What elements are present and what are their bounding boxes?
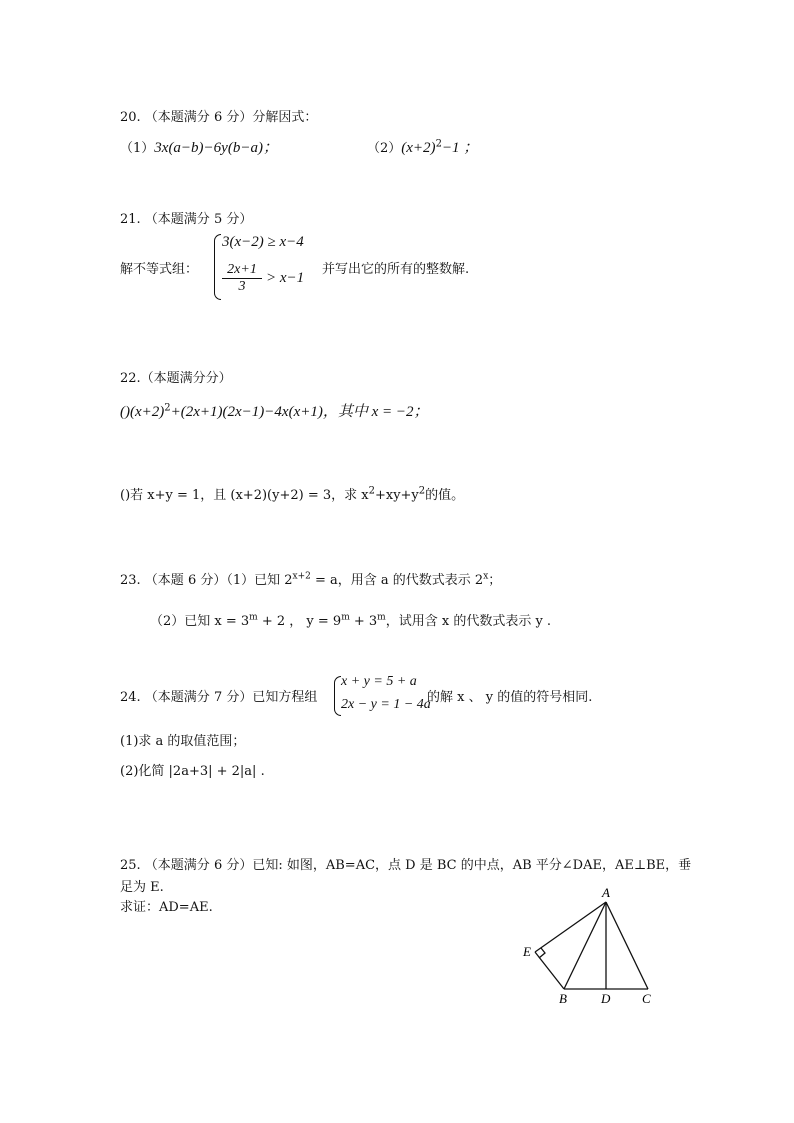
q23-part1-b: = a，用含 a 的代数式表示 2	[310, 573, 484, 588]
q24-suffix: 的解 x 、 y 的值的符号相同.	[427, 690, 593, 705]
q23-part1	[120, 569, 501, 588]
label-d: D	[601, 991, 611, 1006]
q20-header: 20. （本题满分 6 分）分解因式：	[120, 110, 318, 125]
segment-ac	[606, 902, 648, 989]
q22-part2-c: 的值。	[425, 488, 465, 503]
q20-part1-expr: 3x(a−b)−6y(b−a)；	[154, 140, 278, 156]
q22-part2	[120, 484, 464, 503]
q21-fraction-denominator: 3	[238, 279, 246, 294]
q23-part2-exp1: m	[249, 612, 258, 623]
q24-part2: (2)化简 |2a+3| + 2|a| .	[120, 764, 265, 779]
q22-part2-a: ()若 x+y = 1，且 (x+2)(y+2) = 3，求 x	[120, 488, 369, 503]
q21-suffix: 并写出它的所有的整数解.	[322, 262, 470, 277]
q23-part1-exp2: x	[483, 571, 489, 582]
q24-system-brace	[334, 676, 341, 716]
label-c: C	[642, 991, 651, 1006]
q23-part2-b: + 2 ， y = 9	[257, 614, 342, 629]
q21-header: 21. （本题满分 5 分）	[120, 212, 253, 227]
label-e: E	[523, 944, 531, 959]
q21-inequality-2-rest: > x−1	[266, 270, 305, 286]
q22-part1	[120, 400, 429, 421]
q24-eq1: x + y = 5 + a	[341, 674, 417, 689]
q22-part1-a: ()(x+2)	[120, 404, 165, 420]
label-a: A	[602, 885, 610, 900]
q22-part2-sq2: 2	[418, 485, 426, 497]
q22-header: 22.（本题满分分）	[120, 371, 232, 386]
q20-part2-exp: 2	[435, 138, 442, 150]
q23-part2-d: ，试用含 x 的代数式表示 y .	[385, 614, 552, 629]
q20-part1	[120, 136, 278, 157]
segment-ae	[535, 902, 606, 952]
q22-part1-b: +(2x+1)(2x−1)−4x(x+1)，其中 x = −2；	[170, 404, 429, 420]
right-angle-mark	[539, 948, 545, 958]
q20-part1-label: （1）	[120, 141, 155, 156]
q21-inequality-1: 3(x−2) ≥ x−4	[222, 234, 304, 250]
q21-prefix: 解不等式组：	[120, 262, 199, 277]
q25-line2: 足为 E.	[120, 880, 164, 895]
q20-part2-tail: −1 ；	[441, 140, 479, 156]
q23-part2-a: （2）已知 x = 3	[150, 614, 250, 629]
q23-part1-a: 23. （本题 6 分）（1）已知 2	[120, 573, 293, 588]
q23-part1-c: ；	[488, 573, 502, 588]
q25-line3: 求证：AD=AE.	[120, 900, 213, 915]
q24-eq2: 2x − y = 1 − 4a	[341, 697, 431, 712]
q23-part2-exp3: m	[377, 612, 386, 623]
q21-system-brace	[214, 234, 221, 300]
triangle-figure	[515, 880, 675, 1010]
q23-part2-c: + 3	[349, 614, 378, 629]
q24-prefix: 24. （本题满分 7 分）已知方程组	[120, 690, 318, 705]
q20-part2-label: （2）	[367, 141, 402, 156]
q22-part1-exp: 2	[164, 402, 171, 414]
label-b: B	[559, 991, 567, 1006]
q21-fraction-numerator: 2x+1	[222, 262, 262, 279]
q22-part2-sq1: 2	[368, 485, 375, 497]
q20-part2	[367, 136, 478, 157]
q25-line1: 25. （本题满分 6 分）已知: 如图，AB=AC，点 D 是 BC 的中点，AB 平分∠DAE，AE⊥BE，垂	[120, 858, 692, 873]
q23-part2	[150, 610, 551, 629]
q23-part2-exp2: m	[341, 612, 350, 623]
q23-part1-exp: x+2	[292, 571, 311, 582]
q21-fraction	[222, 262, 262, 295]
q20-part2-base: (x+2)	[401, 140, 436, 156]
segment-ab	[564, 902, 606, 989]
q24-part1: (1)求 a 的取值范围；	[120, 734, 246, 749]
q22-part2-b: +xy+y	[374, 488, 419, 503]
